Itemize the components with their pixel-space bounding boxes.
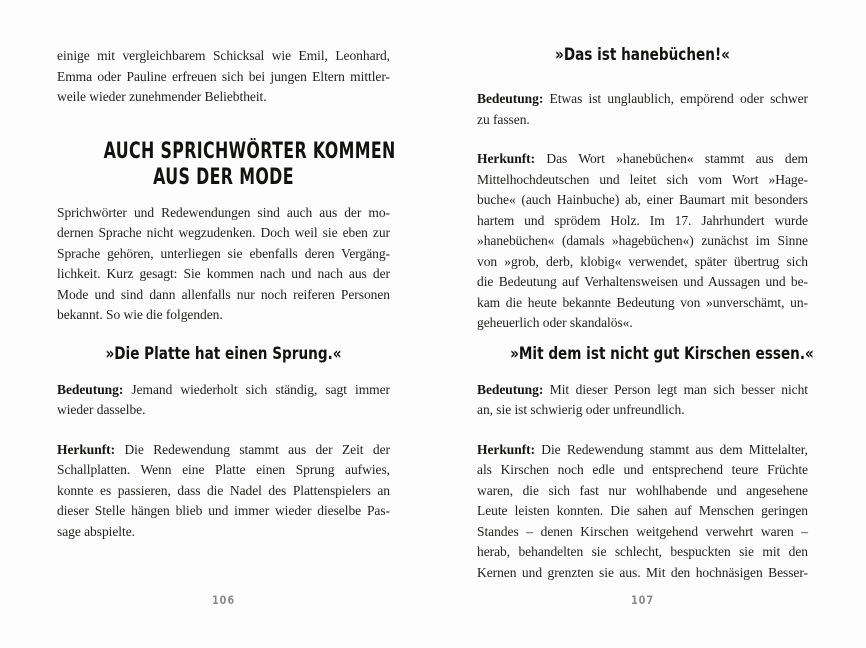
intro-paragraph: einige mit vergleichbarem Schicksal wie Emil, Leonhard, Emma oder Pauline erfreuen sich bei jungen Eltern mittler- weile wieder zunehmender Beliebtheit. [57,48,390,104]
meaning-paragraph-hanebuechen: Bedeutung: Etwas ist unglaublich, empörend oder schwer zu fassen. [477,91,808,127]
proverb-heading-die-platte: »Die Platte hat einen Sprung.« [105,343,342,364]
origin-paragraph-hanebuechen: Herkunft: Das Wort »hanebüchen« stammt aus dem Mittelhochdeutschen und leitet sich vom Wort »Hage- buche« (auch Hainbuche) ab, einer Baumart mit besonders hartem und sprödem Holz. Im 17. Jahrhundert wurde »hanebüchen« (damals »hagebüchen«) zunächst im Sinne von »grob, derb, klobig« verwendet, später übertrug sich die Bedeutung auf Verhaltensweisen und Aussagen und be- kam die heute bekannte Bedeutung von »unverschämt, un- geheuerlich oder skandalös«. [477,151,808,330]
page-number-left: 106 [212,593,235,607]
chapter-heading-line-1: AUCH SPRICHWÖRTER KOMMEN [103,138,396,164]
page-number-right: 107 [631,593,654,607]
origin-paragraph-die-platte: Herkunft: Die Redewendung stammt aus der Zeit der Schallplatten. Wenn eine Platte einen Sprung aufwies, konnte es passieren, dass die Nadel des Plattenspielers an dieser Stelle hängen blieb und immer wieder dieselbe Pas- sage abspielte. [57,441,390,539]
origin-paragraph-kirschen: Herkunft: Die Redewendung stammt aus dem Mittelalter, als Kirschen noch edle und entsprechend teure Früchte waren, die sich fast nur wohlhabende und angesehene Leute leisten konnten. Die sahen auf Menschen geringen Standes – denen Kirschen weitgehend verwehrt waren – herab, behandelten sie schlecht, bespuckten sie mit den Kernen und grenzten sie aus. Mit den hochnäsigen Besser- [477,441,808,580]
chapter-intro-paragraph: Sprichwörter und Redewendungen sind auch aus der mo- dernen Sprache nicht wegzudenken. Doch weil sie eben zur Sprache gehören, unterliegen sie ebenfalls deren Vergäng- lichkeit. Kurz gesagt: Sie kommen nach und nach aus der Mode und sind dann allenfalls nur noch reiferen Personen bekannt. So wie die folgenden. [57,204,390,322]
meaning-paragraph-kirschen: Bedeutung: Mit dieser Person legt man sich besser nicht an, sie ist schwierig oder unfreundlich. [477,381,808,417]
page-left [57,0,396,648]
page-right [477,0,814,648]
proverb-heading-kirschen: »Mit dem ist nicht gut Kirschen essen.« [510,343,814,364]
chapter-heading [57,138,396,191]
meaning-paragraph-die-platte: Bedeutung: Jemand wiederholt sich ständig, sagt immer wieder dasselbe. [57,381,390,417]
chapter-heading-line-2: AUS DER MODE [153,164,294,190]
proverb-heading-hanebuechen: »Das ist hanebüchen!« [555,45,730,65]
